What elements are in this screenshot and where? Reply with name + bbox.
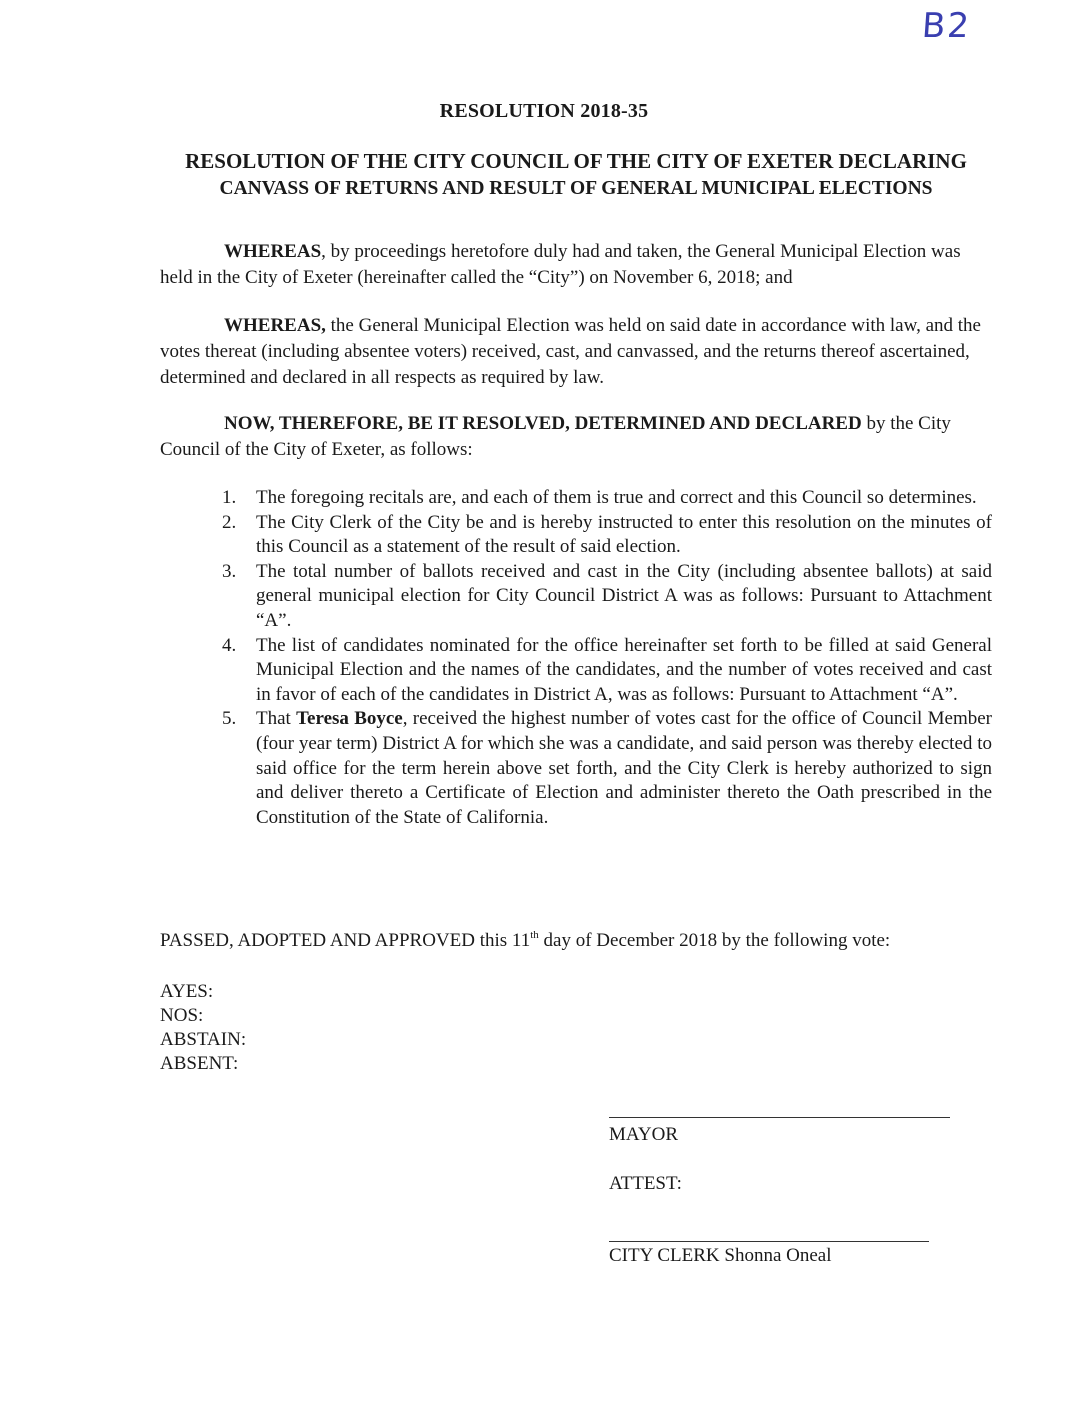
clerk-label: CITY CLERK Shonna Oneal (609, 1245, 832, 1266)
ordinal-suffix: th (530, 929, 539, 941)
passed-statement (160, 928, 1000, 954)
vote-nos: NOS: (160, 1005, 204, 1026)
passed-post: day of December 2018 by the following vote: (538, 930, 891, 951)
elected-candidate-name: Teresa Boyce (296, 708, 403, 730)
resolution-title-line-1: RESOLUTION OF THE CITY COUNCIL OF THE CITY OF EXETER DECLARING (185, 149, 967, 173)
list-item (222, 560, 992, 634)
list-item (222, 634, 992, 708)
whereas-paragraph-2 (160, 313, 990, 391)
whereas-lead: WHEREAS (224, 241, 322, 262)
list-item (222, 486, 992, 511)
handwritten-page-mark: B2 (920, 6, 973, 46)
resolved-lead: NOW, THEREFORE, BE IT RESOLVED, DETERMINED AND DECLARED (224, 413, 862, 434)
item-number: 5. (222, 708, 237, 730)
whereas-text: the General Municipal Election was held on said date in accordance with law, and the votes thereat (including absentee voters) received, cast, and canvassed, and the returns thereof ascertained, determined and declared in all respects as required by law. (160, 315, 981, 388)
item-text: The City Clerk of the City be and is hereby instructed to enter this resolution on the minutes of this Council as a statement of the result of said election. (256, 511, 992, 558)
resolution-title (176, 148, 976, 202)
vote-absent: ABSENT: (160, 1053, 239, 1074)
mayor-label: MAYOR (609, 1124, 678, 1145)
vote-tally (160, 980, 246, 1076)
mayor-signature-line (609, 1117, 950, 1118)
whereas-text: , by proceedings heretofore duly had and taken, the General Municipal Election was held in the City of Exeter (hereinafter called the “City”) on November 6, 2018; and (160, 241, 961, 288)
item-pre: That (256, 708, 297, 730)
resolution-title-line-2: CANVASS OF RETURNS AND RESULT OF GENERAL MUNICIPAL ELECTIONS (219, 178, 933, 199)
whereas-lead: WHEREAS, (224, 315, 326, 336)
list-item (222, 707, 992, 830)
vote-ayes: AYES: (160, 981, 214, 1002)
item-text: The total number of ballots received and cast in the City (including absentee ballots) at said general municipal election for City Council District A was as follows: Pursuant to Attachment “A”. (256, 560, 992, 631)
attest-label: ATTEST: (609, 1173, 682, 1194)
item-number: 4. (222, 634, 237, 656)
vote-abstain: ABSTAIN: (160, 1029, 247, 1050)
resolution-items-list (222, 486, 992, 830)
item-number: 3. (222, 560, 237, 582)
item-number: 2. (222, 511, 237, 533)
clerk-signature-line (609, 1241, 929, 1242)
item-text: The list of candidates nominated for the office hereinafter set forth to be filled at said General Municipal Election and the names of the candidates, and the number of votes received and cast in favor of each of the candidates in District A, was as follows: Pursuant to Attachment “A”. (256, 634, 992, 705)
list-item (222, 511, 992, 560)
resolution-number: RESOLUTION 2018-35 (439, 100, 649, 122)
item-text: , received the highest number of votes cast for the office of Council Member (four year term) District A for which she was a candidate, and said person was thereby elected to said office for the term herein above set forth, and the City Clerk is hereby authorized to sign and deliver thereto a Certificate of Election and administer thereto the Oath prescribed in the Constitution of the State of California. (256, 708, 992, 828)
item-number: 1. (222, 487, 237, 508)
whereas-paragraph-1 (160, 239, 990, 291)
resolved-paragraph (160, 411, 990, 463)
resolved-text: by the City Council of the City of Exeter, as follows: (160, 413, 951, 460)
passed-pre: PASSED, ADOPTED AND APPROVED this 11 (160, 930, 531, 951)
item-text: The foregoing recitals are, and each of them is true and correct and this Council so determines. (256, 487, 977, 508)
